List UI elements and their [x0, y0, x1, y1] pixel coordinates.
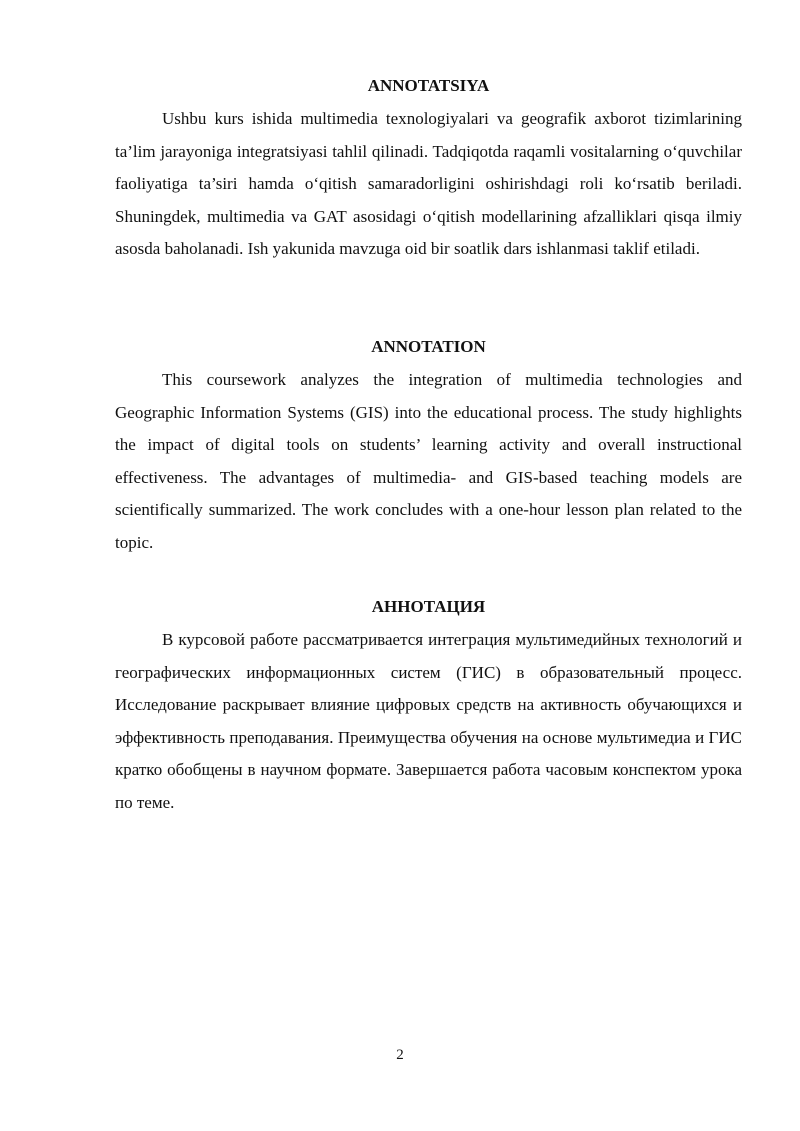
section-text-uzbek: Ushbu kurs ishida multimedia texnologiyalari va geografik axborot tizimlarining ta’lim jarayoniga integratsiyasi tahlil qilinadi. Tadqiqotda raqamli vositalarning o‘quvchilar faoliyatiga ta’siri hamda o‘qitish samaradorligini oshirishdagi roli ko‘rsatib beriladi. Shuningdek, multimedia va GAT asosidagi o‘qitish modellarining afzalliklari qisqa ilmiy asosda baholanadi. Ish yakunida mavzuga oid bir soatlik dars ishlanmasi taklif etiladi.	[115, 109, 742, 259]
annotation-uzbek	[115, 75, 742, 266]
annotation-english	[115, 336, 742, 560]
annotation-russian	[115, 596, 742, 820]
page-number: 2	[396, 1047, 404, 1063]
section-title-russian: АННОТАЦИЯ	[371, 597, 486, 616]
section-text-russian: В курсовой работе рассматривается интеграция мультимедийных технологий и географических информационных систем (ГИС) в образовательный процесс. Исследование раскрывает влияние цифровых средств на активность обучающихся и эффективность преподавания. Преимущества обучения на основе мультимедиа и ГИС кратко обобщены в научном формате. Завершается работа часовым конспектом урока по теме.	[115, 630, 742, 812]
section-title-uzbek: ANNOTATSIYA	[367, 76, 490, 95]
section-title-english: ANNOTATION	[371, 337, 486, 356]
section-text-english: This coursework analyzes the integration of multimedia technologies and Geographic Information Systems (GIS) into the educational process. The study highlights the impact of digital tools on students’ learning activity and overall instructional effectiveness. The advantages of multimedia- and GIS-based teaching models are scientifically summarized. The work concludes with a one-hour lesson plan related to the topic.	[115, 370, 742, 552]
